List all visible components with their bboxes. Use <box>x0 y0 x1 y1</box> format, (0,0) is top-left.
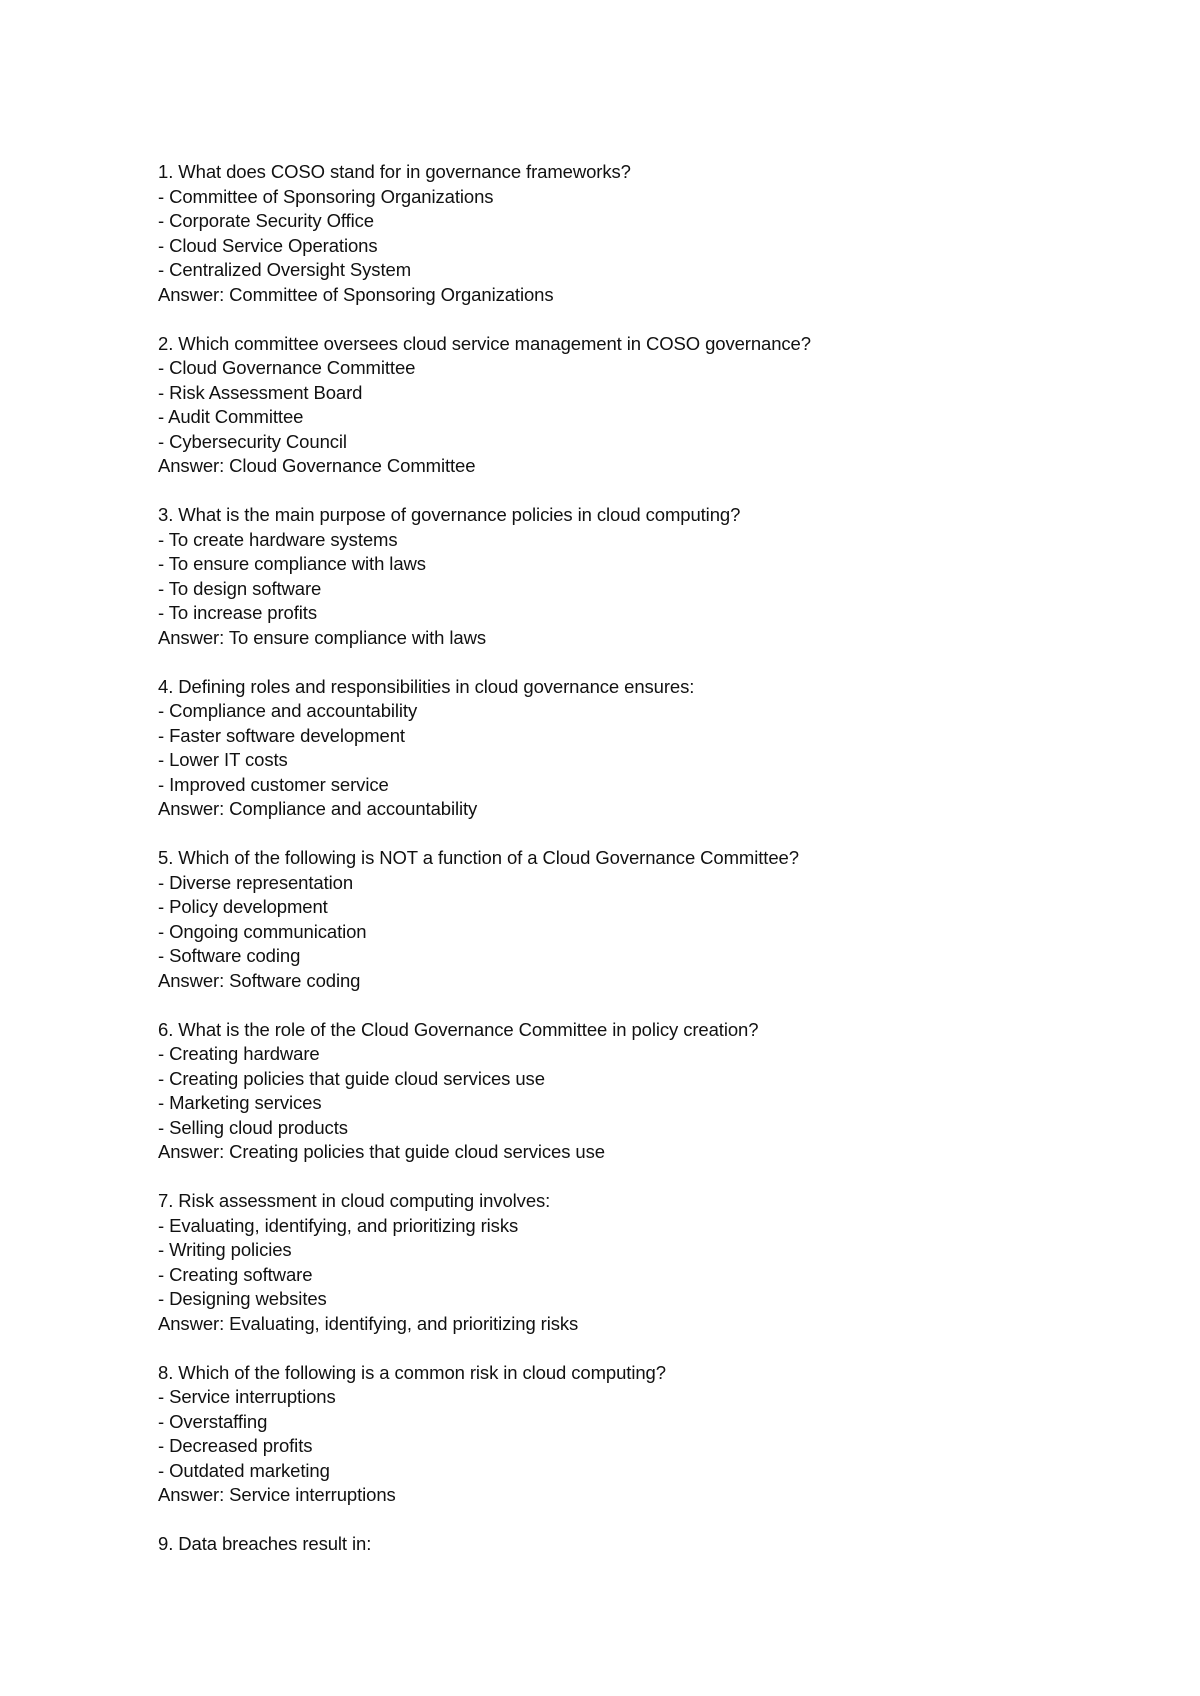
question-text: 9. Data breaches result in: <box>158 1533 372 1554</box>
answer-option: - Improved customer service <box>158 773 389 795</box>
correct-answer: Answer: Creating policies that guide cloud services use <box>158 1141 605 1162</box>
answer-option: - Audit Committee <box>158 406 304 427</box>
answer-option: - Committee of Sponsoring Organizations <box>158 185 494 207</box>
correct-answer: Answer: Service interruptions <box>158 1484 396 1505</box>
answer-option: - Cloud Service Operations <box>158 234 378 256</box>
answer-option: - Creating software <box>158 1263 313 1285</box>
answer-option: - Policy development <box>158 896 328 917</box>
answer-option: - Decreased profits <box>158 1435 313 1456</box>
answer-option: - Evaluating, identifying, and prioritizing risks <box>158 1214 519 1236</box>
correct-answer: Answer: To ensure compliance with laws <box>158 626 486 648</box>
question-text: 1. What does COSO stand for in governance frameworks? <box>158 161 631 182</box>
answer-option: - Creating hardware <box>158 1043 320 1064</box>
answer-option: - Writing policies <box>158 1239 292 1260</box>
answer-option: - Ongoing communication <box>158 920 367 942</box>
quiz-content <box>158 160 1118 1581</box>
answer-option: - Lower IT costs <box>158 749 288 770</box>
answer-option: - Corporate Security Office <box>158 210 374 231</box>
answer-option: - Overstaffing <box>158 1410 268 1432</box>
question-block <box>158 1189 1118 1336</box>
answer-option: - Outdated marketing <box>158 1459 330 1481</box>
answer-option: - Software coding <box>158 945 301 966</box>
answer-option: - Designing websites <box>158 1288 327 1309</box>
question-block <box>158 1532 1118 1557</box>
question-text: 5. Which of the following is NOT a function of a Cloud Governance Committee? <box>158 847 799 868</box>
question-block <box>158 675 1118 822</box>
answer-option: - Faster software development <box>158 724 405 746</box>
answer-option: - Diverse representation <box>158 871 354 893</box>
question-text: 4. Defining roles and responsibilities in cloud governance ensures: <box>158 675 695 697</box>
question-text: 8. Which of the following is a common risk in cloud computing? <box>158 1361 666 1383</box>
correct-answer: Answer: Evaluating, identifying, and prioritizing risks <box>158 1312 579 1334</box>
answer-option: - Creating policies that guide cloud services use <box>158 1067 545 1089</box>
correct-answer: Answer: Software coding <box>158 969 361 991</box>
question-block <box>158 332 1118 479</box>
correct-answer: Answer: Committee of Sponsoring Organizations <box>158 283 554 305</box>
answer-option: - Cybersecurity Council <box>158 430 347 452</box>
question-text: 6. What is the role of the Cloud Governance Committee in policy creation? <box>158 1018 759 1040</box>
question-block <box>158 1361 1118 1508</box>
answer-option: - Compliance and accountability <box>158 700 418 721</box>
answer-option: - Service interruptions <box>158 1386 336 1407</box>
question-text: 7. Risk assessment in cloud computing involves: <box>158 1190 551 1211</box>
answer-option: - Selling cloud products <box>158 1116 348 1138</box>
question-block <box>158 846 1118 993</box>
question-text: 2. Which committee oversees cloud service management in COSO governance? <box>158 332 811 354</box>
question-block <box>158 1018 1118 1165</box>
answer-option: - To increase profits <box>158 602 317 623</box>
correct-answer: Answer: Compliance and accountability <box>158 798 478 819</box>
answer-option: - Centralized Oversight System <box>158 259 412 280</box>
question-block <box>158 160 1118 307</box>
answer-option: - Marketing services <box>158 1092 322 1113</box>
answer-option: - Cloud Governance Committee <box>158 357 416 378</box>
question-text: 3. What is the main purpose of governance policies in cloud computing? <box>158 504 741 525</box>
question-block <box>158 503 1118 650</box>
answer-option: - Risk Assessment Board <box>158 381 363 403</box>
answer-option: - To ensure compliance with laws <box>158 553 426 574</box>
answer-option: - To create hardware systems <box>158 528 398 550</box>
correct-answer: Answer: Cloud Governance Committee <box>158 455 476 476</box>
answer-option: - To design software <box>158 577 322 599</box>
